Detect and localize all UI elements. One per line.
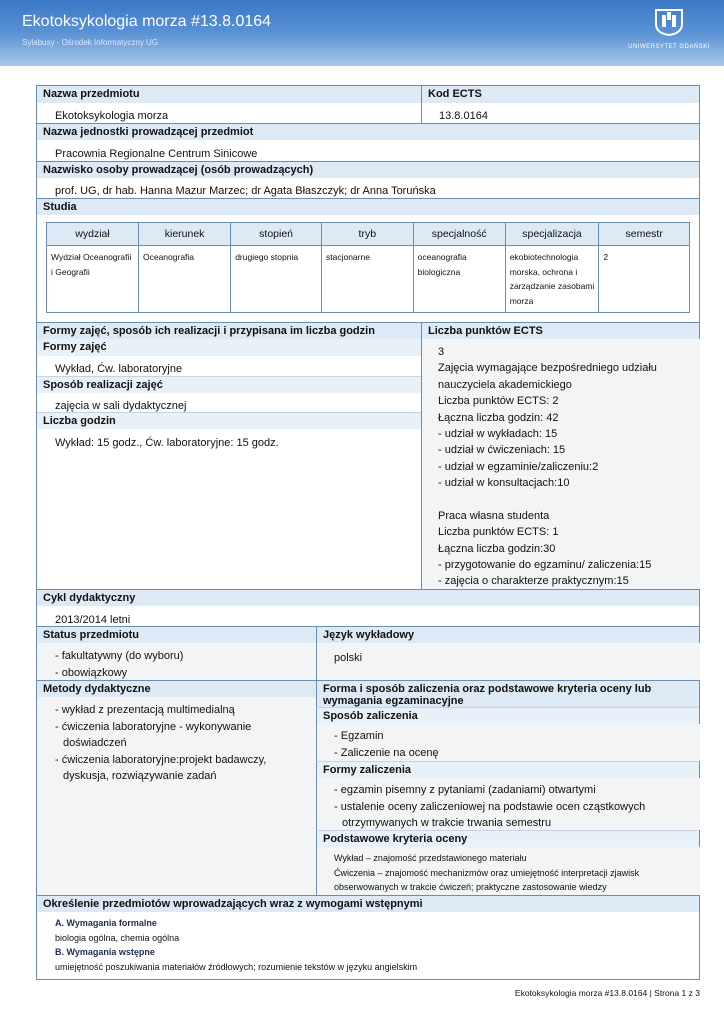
unit-header: Nazwa jednostki prowadzącej przedmiot (37, 123, 699, 140)
page-title: Ekotoksykologia morza #13.8.0164 (22, 13, 272, 30)
col-specjalizacja: specjalizacja (505, 223, 599, 246)
teachers: prof. UG, dr hab. Hanna Mazur Marzec; dr Agata Błaszczyk; dr Anna Toruńska (55, 185, 436, 197)
language-value: polski (334, 652, 363, 664)
cell-specjalnosc: oceanografia biologiczna (413, 246, 505, 313)
prerequisites-header: Określenie przedmiotów wprowadzających wraz z wymogami wstępnymi (37, 895, 699, 912)
ects-line: - przygotowanie do egzaminu/ zaliczenia:15 (438, 559, 652, 572)
ects-code-header: Kod ECTS (421, 86, 699, 103)
teachers-header: Nazwisko osoby prowadzącej (osób prowadzących) (37, 161, 699, 178)
ects-line: 3 (438, 346, 445, 358)
studia-header: Studia (37, 198, 699, 215)
ects-line: Liczba punktów ECTS: 1 (438, 526, 559, 539)
hours-header: Liczba godzin (37, 412, 421, 429)
cell-specjalizacja: ekobiotechnologia morska, ochrona i zarządzanie zasobami morza (505, 246, 599, 313)
ects-line: - udział w konsultacjach:10 (438, 477, 570, 490)
list-item: - fakultatywny (do wyboru) (55, 650, 184, 662)
ects-line: Łączna liczba godzin: 42 (438, 411, 559, 424)
list-item: - Zaliczenie na ocenę (334, 746, 439, 759)
cycle-header: Cykl dydaktyczny (37, 589, 699, 606)
ects-line: - udział w ćwiczeniach: 15 (438, 444, 566, 457)
ects-line: - udział w egzaminie/zaliczeniu:2 (438, 460, 599, 473)
cell-wydzial: Wydział Oceanografii i Geografii (47, 246, 139, 313)
language-header: Język wykładowy (316, 626, 699, 643)
method-header: Sposób realizacji zajęć (37, 376, 421, 393)
studia-table (46, 222, 690, 313)
university-crest-icon (652, 8, 686, 36)
requirements-b-label: B. Wymagania wstępne (55, 947, 155, 957)
requirements-a-label: A. Wymagania formalne (55, 918, 157, 928)
forms-value: Wykład, Ćw. laboratoryjne (55, 363, 183, 375)
criteria-line: Ćwiczenia – znajomość mechanizmów oraz umiejętność interpretacji zjawisk obserwowanych w trakcie ćwiczeń; praktyczne zastosowanie wiedzy (334, 867, 640, 892)
forms-section-header: Formy zajęć, sposób ich realizacji i przypisana im liczba godzin (37, 322, 421, 339)
col-semestr: semestr (599, 223, 690, 246)
prerequisites-body (55, 916, 675, 974)
col-tryb: tryb (321, 223, 413, 246)
ects-line: nauczyciela akademickiego (438, 378, 572, 391)
col-stopien: stopień (231, 223, 322, 246)
unit-name: Pracownia Regionalne Centrum Sinicowe (55, 148, 258, 160)
col-specjalnosc: specjalność (413, 223, 505, 246)
cell-tryb: stacjonarne (321, 246, 413, 313)
methods-header: Metody dydaktyczne (37, 680, 316, 697)
list-item: - ustalenie oceny zaliczeniowej na podstawie ocen cząstkowych otrzymywanych w trakcie trwania semestru (334, 800, 646, 829)
forms-header: Formy zajęć (37, 339, 421, 356)
page-footer: Ekotoksykologia morza #13.8.0164 | Strona 1 z 3 (514, 988, 700, 998)
assessment-forms-list (326, 782, 656, 832)
ects-line: - zajęcia o charakterze praktycznym:15 (438, 575, 629, 588)
criteria-text (334, 851, 680, 895)
cell-stopien: drugiego stopnia (231, 246, 322, 313)
methods-list (47, 702, 309, 785)
cycle-value: 2013/2014 letni (55, 614, 131, 626)
ects-line: Liczba punktów ECTS: 2 (438, 395, 559, 408)
ects-points-header: Liczba punktów ECTS (421, 322, 699, 339)
cell-kierunek: Oceanografia (138, 246, 230, 313)
ects-line (438, 492, 694, 508)
course-name: Ekotoksykologia morza (55, 110, 169, 122)
hours-value: Wykład: 15 godz., Ćw. laboratoryjne: 15 godz. (55, 437, 279, 449)
divider (421, 86, 422, 123)
assessment-header: Forma i sposób zaliczenia oraz podstawowe kryteria oceny lub wymagania egzaminacyjne (316, 680, 699, 707)
page-subtitle: Sylabusy - Ośrodek Informatyczny UG (22, 38, 159, 47)
status-list (47, 648, 307, 681)
requirements-a-value: biologia ogólna, chemia ogólna (55, 932, 180, 943)
assessment-method-list (326, 728, 686, 761)
list-item: - wykład z prezentacją multimedialną (55, 704, 235, 716)
studia-header-row (47, 223, 690, 246)
language-box (316, 643, 700, 680)
ects-line: - udział w wykładach: 15 (438, 427, 558, 440)
ects-line: Łączna liczba godzin:30 (438, 542, 556, 555)
method-value: zajęcia w sali dydaktycznej (55, 400, 187, 412)
list-item: - Egzamin (334, 730, 384, 742)
assessment-method-header: Sposób zaliczenia (316, 707, 699, 724)
university-logo (628, 8, 710, 50)
requirements-b-value: umiejętność poszukiwania materiałów źródłowych; rozumienie tekstów w języku angielskim (55, 961, 418, 972)
criteria-header: Podstawowe kryteria oceny (316, 830, 699, 847)
col-wydzial: wydział (47, 223, 139, 246)
cell-semestr: 2 (599, 246, 690, 313)
list-item: - obowiązkowy (55, 666, 128, 679)
logo-text: UNIWERSYTET GDAŃSKI (628, 44, 710, 50)
table-row (47, 246, 690, 313)
page-banner (0, 0, 724, 66)
assessment-forms-header: Formy zaliczenia (316, 761, 699, 778)
course-name-header: Nazwa przedmiotu (37, 86, 421, 103)
list-item: - egzamin pisemny z pytaniami (zadaniami) otwartymi (334, 784, 596, 796)
list-item: - ćwiczenia laboratoryjne:projekt badawczy, dyskusja, rozwiązywanie zadań (55, 753, 267, 782)
ects-points-list (438, 344, 694, 590)
criteria-line: Wykład – znajomość przedstawionego materiału (334, 853, 527, 863)
col-kierunek: kierunek (138, 223, 230, 246)
status-header: Status przedmiotu (37, 626, 316, 643)
ects-code: 13.8.0164 (439, 110, 488, 122)
ects-line: Praca własna studenta (438, 509, 550, 522)
ects-line: Zajęcia wymagające bezpośredniego udziału (438, 362, 657, 375)
list-item: - ćwiczenia laboratoryjne - wykonywanie doświadczeń (55, 720, 252, 749)
